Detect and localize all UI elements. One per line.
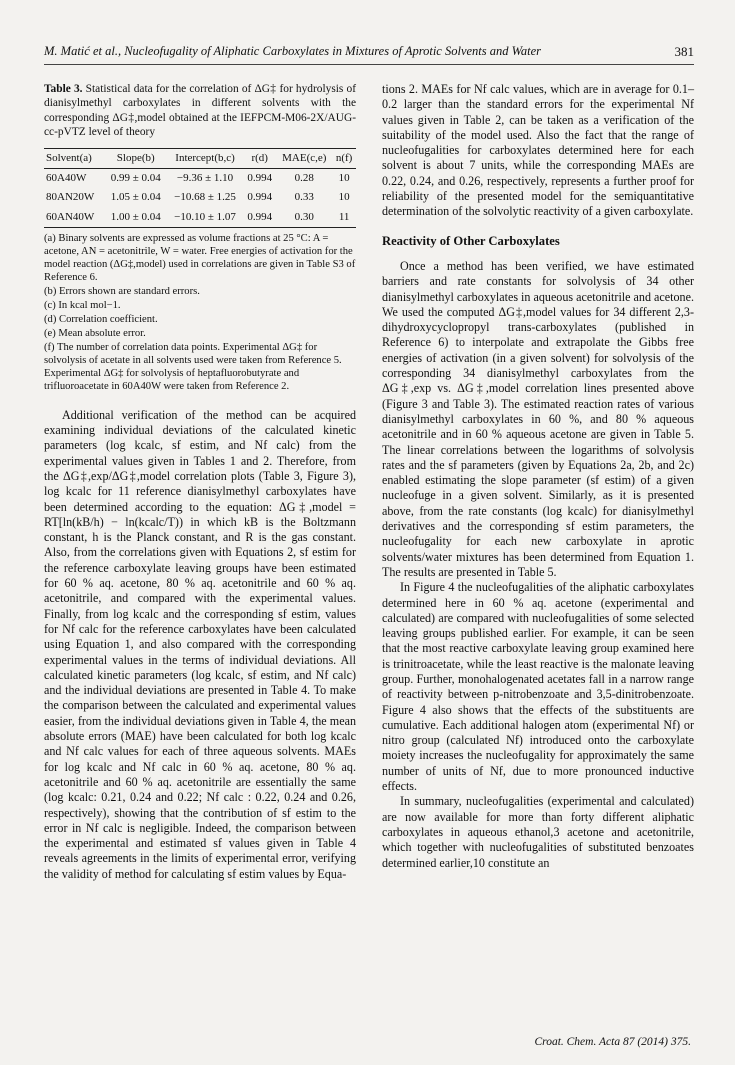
right-column [382,82,694,871]
running-head [44,44,694,59]
table3 [44,148,356,228]
footnote: (b) Errors shown are standard errors. [44,285,200,297]
footnote: (e) Mean absolute error. [44,327,146,339]
table-cell: 60AN40W [46,210,95,223]
table-cell: −10.68 ± 1.25 [174,191,236,204]
body-paragraph: tions 2. MAEs for Nf calc values, which are in average for 0.1–0.2 larger than the standard errors for the experimental Nf values given in Table 2, can be taken as a verification of the suitability of the model used. Also the fact that the range of nucleofugalities for carboxylates determined here for each solvent is about 7 units, while the corresponding MAEs are 0.22, 0.24, and 0.26, respectively, represents a further proof for reliability of the presented model for the semiquantitative determination of the solvolytic reactivity of a given carboxylate. [382,82,694,219]
table3-footnotes [44,232,356,393]
table3-col-slope: Slope(b) [116,151,155,164]
body-paragraph: Additional verification of the method can be acquired examining individual deviations of the calculated kinetic parameters (log kcalc, sf estim, and Nf calc) from the experimental values given in Tables 1 and 2. Therefore, from the ΔG‡,exp/ΔG‡,model correlation plots (Table 3, Figure 3), log kcalc for 11 reference dianisylmethyl carboxylates have been determined according to the equation: ΔG‡,model = RT[ln(kB/h) − ln(kcalc/T)) in which kB is the Boltzmann constant, h is the Planck constant, and R is the gas constant. Also, from the correlations given with Equations 2, sf estim for the reference carboxylate leaving groups have been estimated for 60 % aq. acetone, 80 % aq. acetonitrile and 60 % aq. acetonitrile, and compared with the experimental values. Finally, from log kcalc and the corresponding sf estim, values for Nf calc for the reference carboxylates have been calculated using Equation 1, and also compared with the corresponding experimental values in the terms of individual deviations. All calculated kinetic parameters (log kcalc, sf estim, and Nf calc) and the individual deviations are presented in Table 4. To make the comparison between the calculated and experimental values easier, from the individual deviations given in Table 4, the mean absolute errors (MAE) have been calculated for both log kcalc and Nf calc values for each of three aqueous solvents. MAEs for log kcalc and Nf calc in 60 % aq. acetone, 80 % aq. acetonitrile and 60 % aq. acetonitrile are essentially the same (log kcalc: 0.21, 0.24 and 0.22; Nf calc : 0.22, 0.24 and 0.26, respectively), showing that the contribution of sf estim to the error in Nf calc is negligible. Indeed, the comparison between the experimental and estimated sf values given in Table 4 reveals agreements in the limits of experimental error, verifying the validity of method for calculating sf estim values by Equa- [44,407,356,881]
footnote: (a) Binary solvents are expressed as volume fractions at 25 °C: A = acetone, AN = acetonitrile, W = water. Free energies of activation for the model reaction (ΔG‡,model) used in correlations are given in Table S3 of Reference 6. [44,232,356,283]
table-row [44,188,356,207]
table-cell: 11 [338,210,350,223]
table-cell: 0.28 [294,171,314,184]
footnote: (f) The number of correlation data points. Experimental ΔG‡ for solvolysis of acetate in all solvents used were taken from Reference 5. Experimental ΔG‡ for solvolysis of heptafluorobutyrate and trifluoroacetate in 60A40W were taken from Reference 2. [44,341,342,392]
table-cell: 0.33 [294,191,314,204]
table3-caption [44,82,356,140]
table-cell: 0.99 ± 0.04 [110,171,161,184]
table3-col-r: r(d) [251,151,268,164]
table-cell: −10.10 ± 1.07 [174,210,236,223]
footnote: (d) Correlation coefficient. [44,313,158,325]
journal-citation: Croat. Chem. Acta 87 (2014) 375. [534,1036,691,1048]
table3-col-n: n(f) [335,151,353,164]
table-cell: 1.00 ± 0.04 [110,210,161,223]
table3-col-solvent: Solvent(a) [46,151,92,164]
table3-caption-text: Statistical data for the correlation of ΔG‡ for hydrolysis of dianisylmethyl carboxylates in different solvents with the corresponding ΔG‡,model obtained at the IEFPCM-M06-2X/AUG-cc-pVTZ level of theory [44,83,356,139]
table-cell: 80AN20W [46,191,95,204]
left-body [44,408,356,882]
body-paragraph: Once a method has been verified, we have estimated barriers and rate constants for solvolysis of 34 other dianisylmethyl carboxylates in aqueous acetonitrile and acetone. We used the computed ΔG‡,model values for 34 different 2,3-dihydroxycyclopropyl trans-carboxylates (published in Reference 6) to interpolate and extrapolate the Gibbs free energies of activation (in a given solvent) for solvolysis of the corresponding 34 dianisylmethyl carboxylates from the ΔG‡,exp vs. ΔG‡,model correlation lines presented above (Figure 3 and Table 3). The estimated reaction rates of various dianisylmethyl carboxylates in 60 %, and 80 % aqueous acetonitrile and in 60 % aqueous acetone are given in Table 5. The linear correlations between the logarithms of solvolysis rates and the sf parameters (given by Equations 2a, 2b, and 2c) enabled estimating the slope parameter (sf estim) of a given nucleofuge in a given solvent. Similarly, as it is presented above, from the rate constants (log kcalc) for dianisylmethyl derivatives and the corresponding sf estim parameters, the nucleofugality for each new carboxylate in aprotic solvents/water mixtures has been determined from Equation 1. The results are presented in Table 5. [382,258,694,579]
table-cell: 0.994 [247,171,273,184]
table-cell: 0.30 [294,210,314,223]
table-cell: 60A40W [46,171,87,184]
table-cell: 1.05 ± 0.04 [110,191,161,204]
left-column [44,82,356,882]
table3-col-mae: MAE(c,e) [282,151,327,164]
body-paragraph: In summary, nucleofugalities (experimental and calculated) are now available for more than forty different aliphatic carboxylates in aqueous ethanol,3 acetone and acetonitrile, which together with nucleofugalities of substituted benzoates determined earlier,10 constitute an [382,794,694,870]
header-rule [44,64,694,65]
footnote: (c) In kcal mol−1. [44,299,121,311]
table-row [44,168,356,188]
table-cell: 0.994 [247,210,273,223]
table-cell: 10 [338,191,350,204]
page-number: 381 [674,44,694,59]
table-cell: 0.994 [247,191,273,204]
table3-header-row [44,148,356,168]
table-cell: −9.36 ± 1.10 [176,171,234,184]
body-paragraph: In Figure 4 the nucleofugalities of the aliphatic carboxylates determined here in 60 % aq. acetone (experimental and calculated) are compared with nucleofugalities of some selected leaving groups published earlier. For example, it can be seen that the most reactive carboxylate leaving group examined here is trinitroacetate, while the least reactive is the malonate leaving group. Further, monohalogenated acetates fall in a narrow range of reactivity between p-nitrobenzoate and 3,5-dinitrobenzoate. Figure 4 also shows that the effects of the substituents are cumulative. Each additional halogen atom (experimental Nf) or nitro group (calculated Nf) introduced onto the carboxylate moiety increases the nucleofugality for approximately the same number of units of Nf, due to more pronounced inductive effects. [382,580,694,794]
table-row [44,208,356,228]
running-head-text: M. Matić et al., Nucleofugality of Aliphatic Carboxylates in Mixtures of Aprotic Solvents and Water [44,44,542,58]
section-heading: Reactivity of Other Carboxylates [382,233,560,248]
table-cell: 10 [338,171,350,184]
table3-col-intercept: Intercept(b,c) [175,151,235,164]
table3-caption-label: Table 3. [44,83,83,95]
